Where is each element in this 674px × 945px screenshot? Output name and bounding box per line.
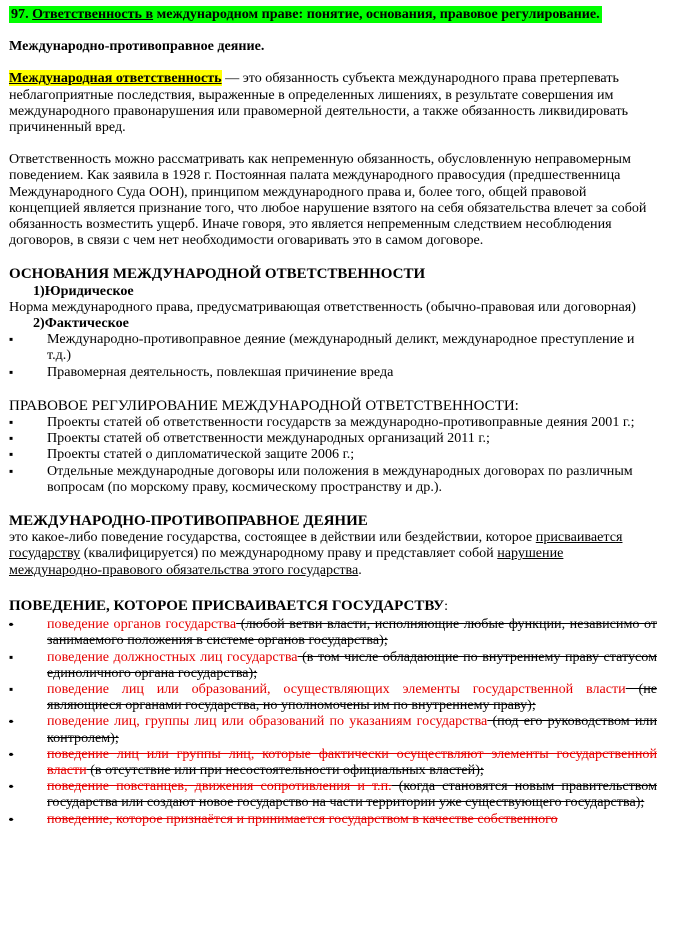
wrongful-text-1: это какое-либо поведение государства, состоящее в действии или бездействии, которое bbox=[9, 529, 536, 546]
wrongful-underlined-2: нарушение международно-правового обязательства этого государства bbox=[9, 545, 564, 578]
attribution-item-rest: (под его руководством или контролем); bbox=[47, 713, 657, 746]
wrongful-underlined-1: присваивается государству bbox=[9, 529, 623, 562]
title-underlined: Ответственность в bbox=[32, 6, 154, 22]
attribution-heading bbox=[9, 598, 657, 614]
grounds-legal-text: Норма международного права, предусматривающая ответственность (обычно-правовая или договорная) bbox=[9, 298, 636, 315]
list-item: ▪ Проекты статей о дипломатической защите 2006 г.; bbox=[9, 446, 657, 462]
list-item: ▪ Проекты статей об ответственности государств за международно-противоправные деяния 2001 г.; bbox=[9, 414, 657, 430]
grounds-legal-subheading: 1)Юридическое bbox=[33, 282, 134, 299]
title-highlight bbox=[9, 6, 602, 23]
attribution-colon: : bbox=[444, 597, 449, 614]
paragraph-responsibility: Ответственность можно рассматривать как непременную обязанность, обусловленную неправомерным поведением. Как заявила в 1928 г. Постоянная палата международного правосудия (предшественница Международного Суда ООН), принципом международного права и, более того, общей правовой концепцией является признание того, что любое нарушение взятого на себя обязательства влечет за собой обязанность возместить ущерб. Иначе говоря, это является непременным следствием несоблюдения договоров, в связи с чем нет необходимости оговаривать это в самом договоре. bbox=[9, 151, 647, 249]
wrongful-text-3: . bbox=[358, 561, 362, 578]
grounds-factual-subheading: 2)Фактическое bbox=[33, 315, 129, 332]
list-item bbox=[9, 778, 657, 810]
attribution-item-rest: (в том числе обладающие по внутреннему праву статусом единоличного органа государства); bbox=[47, 648, 657, 681]
title-number: 97. bbox=[11, 6, 33, 22]
attribution-item-red: поведение должностных лиц государства bbox=[47, 648, 298, 665]
wrongful-act-heading: МЕЖДУНАРОДНО-ПРОТИВОПРАВНОЕ ДЕЯНИЕ bbox=[9, 513, 368, 530]
attribution-item-red: поведение лиц, группы лиц или образований по указаниям государства bbox=[47, 713, 488, 730]
list-item bbox=[9, 681, 657, 713]
attribution-item-red: поведение повстанцев, движения сопротивления и т.п. bbox=[47, 778, 392, 795]
list-item: ▪ Проекты статей об ответственности международных организаций 2011 г.; bbox=[9, 430, 657, 446]
attribution-item-rest: (когда становятся новым правительством государства или создают новое государство на части территории уже существующего государства); bbox=[47, 778, 658, 811]
attribution-list bbox=[9, 616, 657, 827]
title-rest: международном праве: понятие, основания, правовое регулирование. bbox=[153, 6, 600, 22]
list-item bbox=[9, 811, 657, 827]
attribution-item-red: поведение органов государства bbox=[47, 616, 237, 633]
grounds-heading: ОСНОВАНИЯ МЕЖДУНАРОДНОЙ ОТВЕТСТВЕННОСТИ bbox=[9, 266, 426, 283]
list-item: ▪ Международно-противоправное деяние (международный деликт, международное преступление и т.д.) bbox=[9, 331, 657, 363]
list-item: ▪ Отдельные международные договоры или положения в международных договорах по различным вопросам (по морскому праву, космическому пространству и др.). bbox=[9, 463, 657, 495]
attribution-item-red: поведение, которое признаётся и принимается государством в качестве собственного bbox=[47, 810, 558, 827]
wrongful-act-definition bbox=[9, 529, 657, 578]
definition-term: Международная ответственность bbox=[9, 70, 222, 87]
heading-wrongful-act: Международно-противоправное деяние. bbox=[9, 38, 265, 55]
definition-paragraph bbox=[9, 70, 657, 135]
attribution-item-red: поведение лиц или группы лиц, которые фактически осуществляют элементы государственной власти bbox=[47, 745, 657, 778]
attribution-item-rest: (не являющиеся органами государства, но уполномочены им по внутреннему праву); bbox=[47, 680, 657, 714]
regulation-heading: ПРАВОВОЕ РЕГУЛИРОВАНИЕ МЕЖДУНАРОДНОЙ ОТВЕТСТВЕННОСТИ: bbox=[9, 397, 519, 414]
list-item bbox=[9, 616, 657, 648]
list-item: ▪ Правомерная деятельность, повлекшая причинение вреда bbox=[9, 364, 657, 380]
attribution-item-red: поведение лиц или образований, осуществляющих элементы государственной власти bbox=[47, 680, 626, 697]
list-item bbox=[9, 649, 657, 681]
attribution-title: ПОВЕДЕНИЕ, КОТОРОЕ ПРИСВАИВАЕТСЯ ГОСУДАРСТВУ bbox=[9, 597, 445, 614]
wrongful-text-2: (квалифицируется) по международному праву и представляет собой bbox=[80, 545, 498, 562]
list-item bbox=[9, 746, 657, 778]
definition-text: — это обязанность субъекта международного права претерпевать неблагоприятные последствия, выраженные в определенных лишениях, в результате совершения им международного правонарушения или правомерной деятельности, а также обязанность ликвидировать причиненный вред. bbox=[9, 70, 629, 136]
attribution-item-rest: (в отсутствие или при несостоятельности официальных властей); bbox=[86, 761, 484, 778]
document-page bbox=[9, 6, 657, 827]
list-item bbox=[9, 713, 657, 745]
attribution-item-rest: (любой ветви власти, исполняющие любые функции, независимо от занимаемого положения в системе органов государства); bbox=[47, 616, 657, 649]
document-title bbox=[9, 6, 657, 22]
